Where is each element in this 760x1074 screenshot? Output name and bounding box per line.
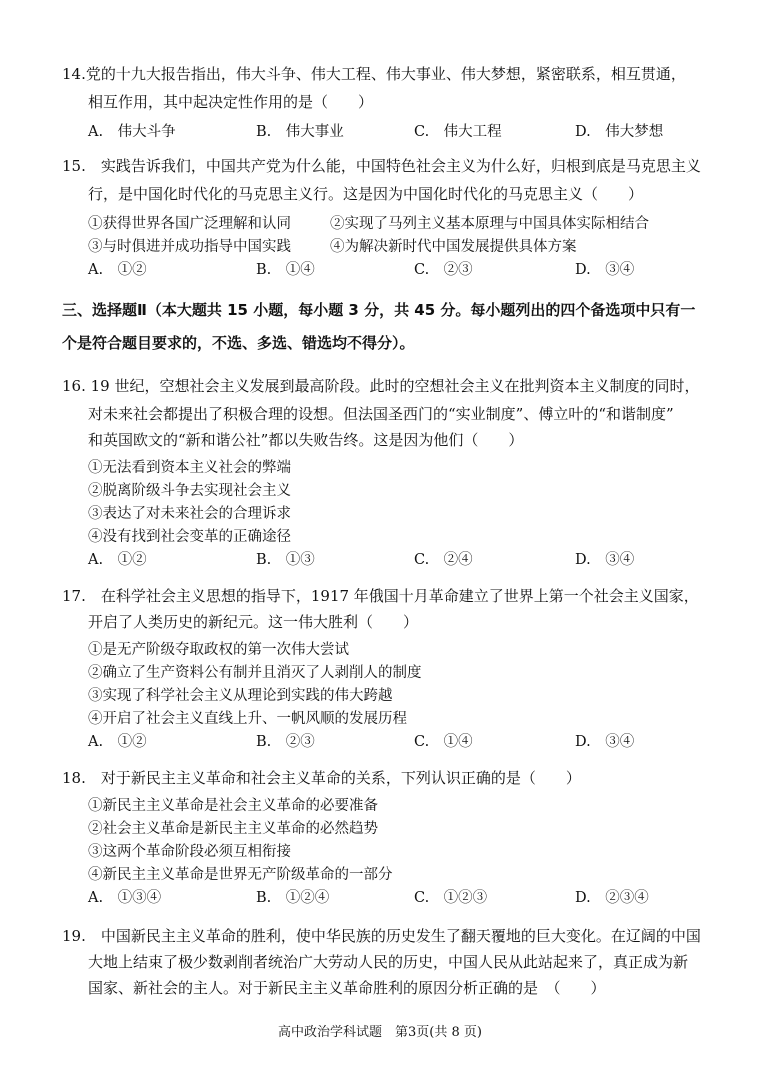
q16-option-c: C. ②④ bbox=[414, 552, 473, 568]
q17-stem-line1: 17. 在科学社会主义思想的指导下，1917 年俄国十月革命建立了世界上第一个社会主义国家， bbox=[62, 587, 699, 605]
q14-option-c: C. 伟大工程 bbox=[414, 124, 502, 140]
q15-option-a: A. ①② bbox=[88, 262, 147, 278]
q14-option-d: D. 伟大梦想 bbox=[575, 124, 664, 140]
q18-option-d: D. ②③④ bbox=[575, 890, 649, 906]
q18-statement-2: ②社会主义革命是新民主主义革命的必然趋势 bbox=[88, 821, 378, 837]
q18-statement-3: ③这两个革命阶段必须互相衔接 bbox=[88, 844, 291, 860]
q14-stem-line2: 相互作用，其中起决定性作用的是（ ） bbox=[88, 93, 374, 111]
q16-stem-line1: 16. 19 世纪，空想社会主义发展到最高阶段。此时的空想社会主义在批判资本主义制度的同时， bbox=[62, 377, 700, 395]
q18-stem-line1: 18. 对于新民主主义革命和社会主义革命的关系，下列认识正确的是（ ） bbox=[62, 769, 581, 787]
page-footer: 高中政治学科试题 第3页(共 8 页) bbox=[278, 1025, 482, 1040]
q18-option-a: A. ①③④ bbox=[88, 890, 162, 906]
q16-statement-3: ③表达了对未来社会的合理诉求 bbox=[88, 506, 291, 522]
q17-statement-4: ④开启了社会主义直线上升、一帆风顺的发展历程 bbox=[88, 711, 407, 727]
q18-statement-1: ①新民主主义革命是社会主义革命的必要准备 bbox=[88, 798, 378, 814]
q16-statement-4: ④没有找到社会变革的正确途径 bbox=[88, 529, 291, 545]
q19-stem-line1: 19. 中国新民主主义革命的胜利，使中华民族的历史发生了翻天覆地的巨大变化。在辽阔的中国 bbox=[62, 927, 701, 945]
q15-option-c: C. ②③ bbox=[414, 262, 473, 278]
q17-statement-1: ①是无产阶级夺取政权的第一次伟大尝试 bbox=[88, 642, 349, 658]
q18-option-b: B. ①②④ bbox=[256, 890, 330, 906]
q16-option-d: D. ③④ bbox=[575, 552, 635, 568]
q14-option-a: A. 伟大斗争 bbox=[88, 124, 176, 140]
q17-statement-3: ③实现了科学社会主义从理论到实践的伟大跨越 bbox=[88, 688, 393, 704]
q15-stem-line2: 行，是中国化时代化的马克思主义行。这是因为中国化时代化的马克思主义（ ） bbox=[88, 185, 644, 203]
q15-option-b: B. ①④ bbox=[256, 262, 315, 278]
q16-stem-line2: 对未来社会都提出了积极合理的设想。但法国圣西门的“实业制度”、傅立叶的“和谐制度” bbox=[88, 405, 674, 423]
q19-stem-line2: 大地上结束了极少数剥削者统治广大劳动人民的历史，中国人民从此站起来了，真正成为新 bbox=[88, 953, 689, 971]
q16-stem-line3: 和英国欧文的“新和谐公社”都以失败告终。这是因为他们（ ） bbox=[88, 431, 524, 449]
q15-option-d: D. ③④ bbox=[575, 262, 635, 278]
q19-stem-line3: 国家、新社会的主人。对于新民主主义革命胜利的原因分析正确的是 （ ） bbox=[88, 979, 606, 997]
q15-stem-line1: 15. 实践告诉我们，中国共产党为什么能，中国特色社会主义为什么好，归根到底是马克思主义 bbox=[62, 157, 701, 175]
q15-statement-2: ②实现了马列主义基本原理与中国具体实际相结合 bbox=[330, 216, 649, 232]
q17-option-d: D. ③④ bbox=[575, 734, 635, 750]
q18-statement-4: ④新民主主义革命是世界无产阶级革命的一部分 bbox=[88, 867, 393, 883]
q16-statement-2: ②脱离阶级斗争去实现社会主义 bbox=[88, 483, 291, 499]
q18-option-c: C. ①②③ bbox=[414, 890, 488, 906]
q17-option-a: A. ①② bbox=[88, 734, 147, 750]
q17-stem-line2: 开启了人类历史的新纪元。这一伟大胜利（ ） bbox=[88, 613, 419, 631]
q15-statement-3: ③与时俱进并成功指导中国实践 bbox=[88, 239, 291, 255]
q16-option-a: A. ①② bbox=[88, 552, 147, 568]
q15-statement-4: ④为解决新时代中国发展提供具体方案 bbox=[330, 239, 577, 255]
q17-option-b: B. ②③ bbox=[256, 734, 315, 750]
q16-option-b: B. ①③ bbox=[256, 552, 315, 568]
section-3-heading-line1: 三、选择题Ⅱ（本大题共 15 小题，每小题 3 分，共 45 分。每小题列出的四个备选项中只有一 bbox=[62, 301, 696, 319]
q14-option-b: B. 伟大事业 bbox=[256, 124, 344, 140]
q17-option-c: C. ①④ bbox=[414, 734, 473, 750]
q14-stem-line1: 14.党的十九大报告指出，伟大斗争、伟大工程、伟大事业、伟大梦想，紧密联系，相互贯通， bbox=[62, 65, 686, 83]
q16-statement-1: ①无法看到资本主义社会的弊端 bbox=[88, 460, 291, 476]
q17-statement-2: ②确立了生产资料公有制并且消灭了人剥削人的制度 bbox=[88, 665, 422, 681]
section-3-heading-line2: 个是符合题目要求的，不选、多选、错选均不得分）。 bbox=[62, 334, 415, 352]
q15-statement-1: ①获得世界各国广泛理解和认同 bbox=[88, 216, 291, 232]
